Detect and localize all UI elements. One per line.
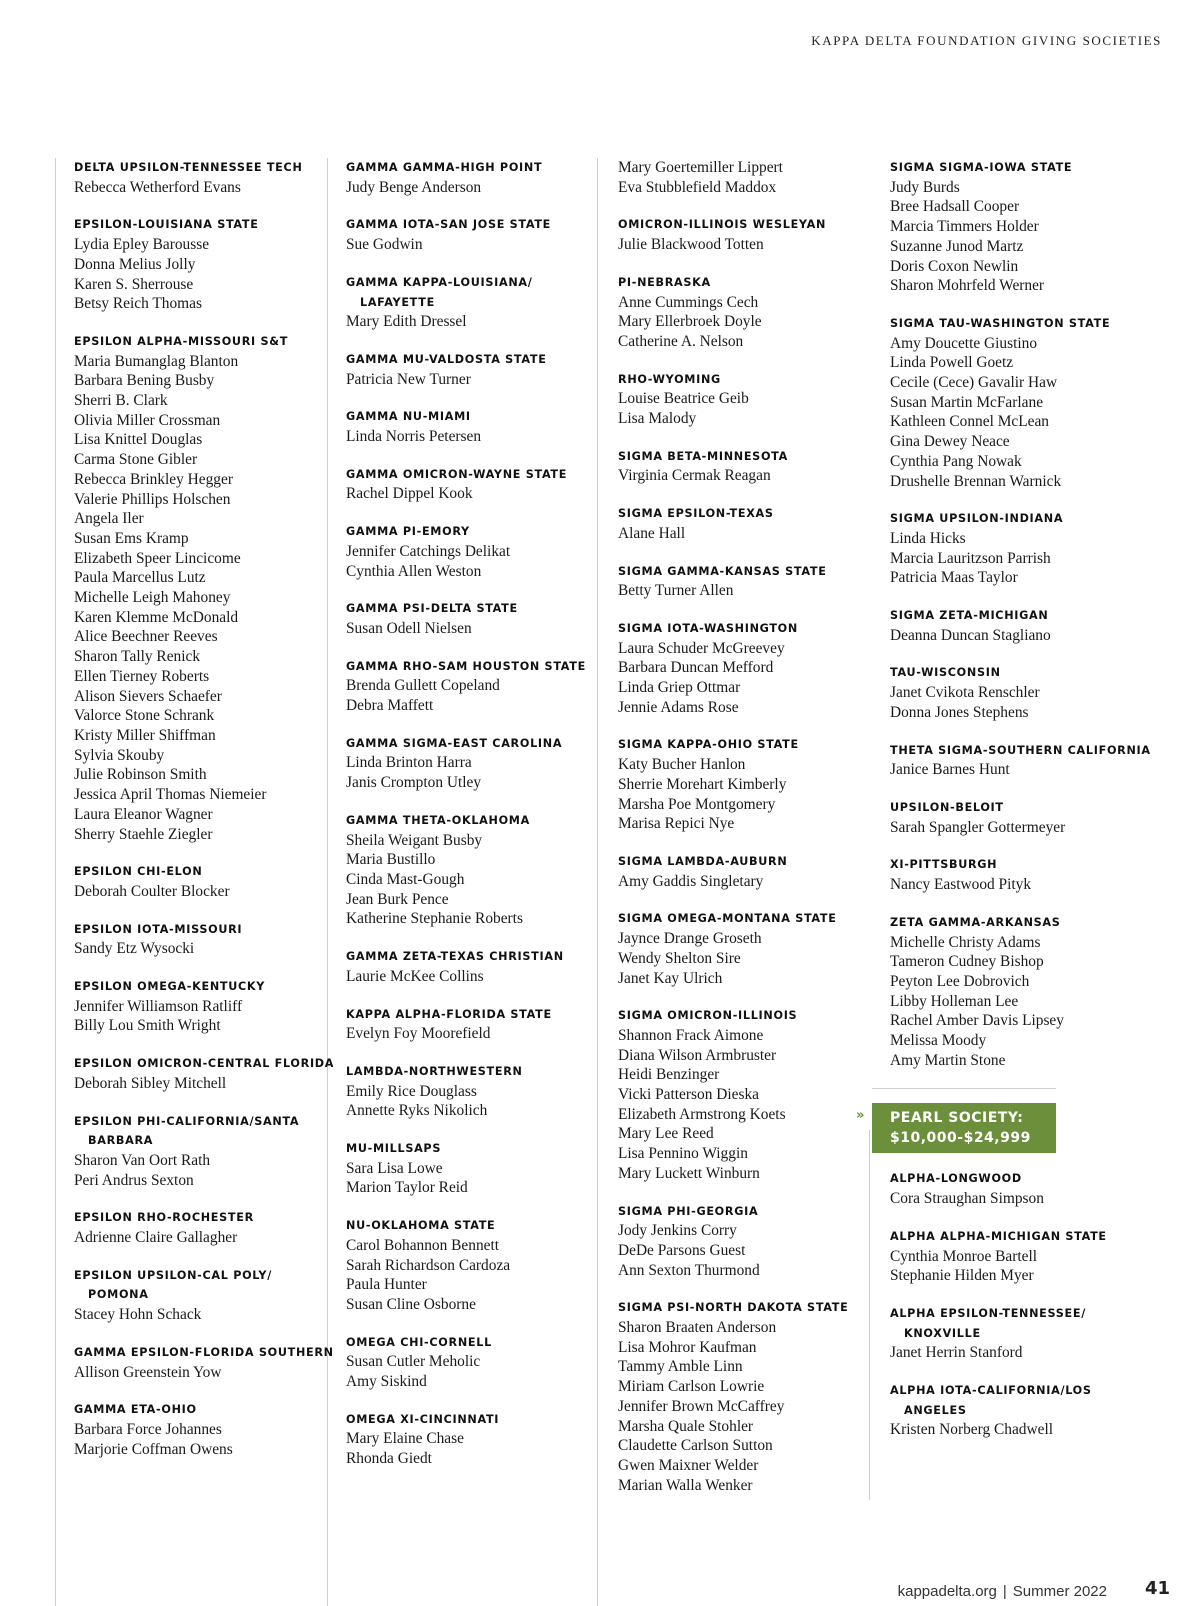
chapter-block: [74, 158, 336, 197]
chapter-block: [346, 734, 608, 793]
chapter-block: [346, 1005, 608, 1044]
chapter-title: PI-NEBRASKA: [618, 275, 711, 289]
member-name: DeDe Parsons Guest: [618, 1241, 746, 1259]
member-name: Amy Siskind: [346, 1373, 427, 1391]
chapter-title: SIGMA BETA-MINNESOTA: [618, 449, 788, 463]
member-name: Jaynce Drange Groseth: [618, 930, 762, 948]
member-name: Marion Taylor Reid: [346, 1179, 468, 1197]
member-name: Marcia Timmers Holder: [890, 218, 1039, 236]
chapter-block: [618, 504, 880, 543]
chapter-block: [346, 599, 608, 638]
member-name: Jean Burk Pence: [346, 890, 449, 908]
chapter-title: MU-MILLSAPS: [346, 1142, 442, 1156]
member-name: Judy Burds: [890, 178, 960, 196]
chapter-title: SIGMA ZETA-MICHIGAN: [890, 609, 1049, 623]
member-name: Janet Kay Ulrich: [618, 969, 723, 987]
member-name: Paula Marcellus Lutz: [74, 569, 206, 587]
member-name: Kristen Norberg Chadwell: [890, 1421, 1053, 1439]
column-3: [618, 158, 880, 1513]
member-name: Lisa Malody: [618, 410, 697, 428]
member-name: Marisa Repici Nye: [618, 815, 735, 833]
member-name: Tammy Amble Linn: [618, 1358, 743, 1376]
chapter-title: EPSILON IOTA-MISSOURI: [74, 922, 243, 936]
member-name: Valorce Stone Schrank: [74, 707, 215, 725]
member-name: Lisa Pennino Wiggin: [618, 1145, 748, 1163]
chapter-title: SIGMA OMEGA-MONTANA STATE: [618, 912, 837, 926]
member-name: Mary Elaine Chase: [346, 1430, 464, 1448]
chapter-title: EPSILON PHI-CALIFORNIA/SANTA BARBARA: [74, 1114, 300, 1148]
chapter-block: [890, 1227, 1152, 1286]
chapter-block: [346, 657, 608, 716]
member-name: Julie Blackwood Totten: [618, 236, 764, 254]
chapter-block: [346, 1062, 608, 1121]
column-4-chapters: [890, 158, 1152, 1070]
chapter-block: [74, 1208, 336, 1247]
chapter-title: GAMMA ZETA-TEXAS CHRISTIAN: [346, 950, 564, 964]
member-name: Olivia Miller Crossman: [74, 411, 221, 429]
column-1: [74, 158, 336, 1477]
member-name: Cora Straughan Simpson: [890, 1190, 1044, 1208]
chapter-title: UPSILON-BELOIT: [890, 800, 1004, 814]
member-name: Karen S. Sherrouse: [74, 275, 194, 293]
chapter-block: [346, 465, 608, 504]
chapter-block: [74, 1343, 336, 1382]
running-head: KAPPA DELTA FOUNDATION GIVING SOCIETIES: [811, 33, 1162, 48]
member-name: Rachel Dippel Kook: [346, 485, 473, 503]
chapter-block: [74, 1054, 336, 1093]
member-name: Lisa Knittel Douglas: [74, 431, 203, 449]
chapter-title: SIGMA UPSILON-INDIANA: [890, 512, 1064, 526]
chapter-block: [890, 741, 1152, 780]
member-name: Maria Bumanglag Blanton: [74, 352, 239, 370]
chapter-title: GAMMA RHO-SAM HOUSTON STATE: [346, 659, 586, 673]
member-name: Adrienne Claire Gallagher: [74, 1229, 238, 1247]
member-name: Maria Bustillo: [346, 851, 436, 869]
member-name: Janet Herrin Stanford: [890, 1344, 1023, 1362]
chapter-title: SIGMA EPSILON-TEXAS: [618, 507, 774, 521]
chapter-title: EPSILON-LOUISIANA STATE: [74, 218, 259, 232]
chapter-block: [618, 562, 880, 601]
chapter-title: ALPHA ALPHA-MICHIGAN STATE: [890, 1229, 1107, 1243]
member-name: Marsha Poe Montgomery: [618, 795, 776, 813]
member-name: Michelle Christy Adams: [890, 933, 1041, 951]
member-name: Kathleen Connel McLean: [890, 413, 1049, 431]
member-name: Paula Hunter: [346, 1276, 427, 1294]
member-name: Emily Rice Douglass: [346, 1082, 477, 1100]
member-name: Judy Benge Anderson: [346, 178, 482, 196]
member-name: Linda Powell Goetz: [890, 354, 1014, 372]
chapter-block: [890, 1304, 1152, 1363]
member-name: Jody Jenkins Corry: [618, 1222, 737, 1240]
column-2: [346, 158, 608, 1487]
member-name: Carol Bohannon Bennett: [346, 1236, 500, 1254]
member-name: Lydia Epley Barousse: [74, 236, 210, 254]
member-name: Sharon Tally Renick: [74, 648, 201, 666]
member-name: Mary Luckett Winburn: [618, 1164, 760, 1182]
member-name: Mary Edith Dressel: [346, 313, 467, 331]
member-name: Virginia Cermak Reagan: [618, 467, 771, 485]
member-name: Marjorie Coffman Owens: [74, 1440, 233, 1458]
member-name: Mary Lee Reed: [618, 1125, 714, 1143]
member-name: Jessica April Thomas Niemeier: [74, 786, 267, 804]
chapter-block: [74, 332, 336, 844]
member-name: Brenda Gullett Copeland: [346, 677, 500, 695]
chapter-title: LAMBDA-NORTHWESTERN: [346, 1064, 523, 1078]
member-name: Susan Cutler Meholic: [346, 1353, 481, 1371]
chapter-title: EPSILON OMEGA-KENTUCKY: [74, 980, 266, 994]
member-name: Cynthia Allen Weston: [346, 562, 482, 580]
chapter-title: GAMMA GAMMA-HIGH POINT: [346, 161, 543, 174]
member-name: Sarah Spangler Gottermeyer: [890, 818, 1066, 836]
member-name: Patricia New Turner: [346, 370, 471, 388]
member-name: Linda Hicks: [890, 529, 966, 547]
member-name: Alison Sievers Schaefer: [74, 687, 222, 705]
member-name: Susan Cline Osborne: [346, 1295, 476, 1313]
chapter-title: ALPHA-LONGWOOD: [890, 1172, 1022, 1186]
member-name: Ellen Tierney Roberts: [74, 667, 210, 685]
member-name: Cinda Mast-Gough: [346, 870, 465, 888]
member-name: Deborah Coulter Blocker: [74, 882, 230, 900]
chapter-block: [890, 663, 1152, 722]
member-name: Patricia Maas Taylor: [890, 569, 1018, 587]
chapter-block: [346, 158, 608, 197]
chapter-title: SIGMA GAMMA-KANSAS STATE: [618, 564, 827, 578]
chapter-block: [890, 509, 1152, 588]
member-name: Susan Odell Nielsen: [346, 619, 472, 637]
member-name: Sharon Braaten Anderson: [618, 1319, 777, 1337]
society-name: PEARL SOCIETY:: [890, 1110, 1024, 1127]
chapter-block: [346, 947, 608, 986]
chapter-title: EPSILON RHO-ROCHESTER: [74, 1211, 254, 1225]
footer-separator: |: [1002, 1583, 1007, 1600]
double-chevron-icon: »: [856, 1108, 865, 1124]
chapter-title: OMICRON-ILLINOIS WESLEYAN: [618, 218, 827, 232]
chapter-block: [890, 798, 1152, 837]
member-name: Sherry Staehle Ziegler: [74, 825, 213, 843]
member-name: Drushelle Brennan Warnick: [890, 472, 1062, 490]
member-name: Deanna Duncan Stagliano: [890, 626, 1051, 644]
member-name: Sharon Van Oort Rath: [74, 1151, 211, 1169]
member-name: Rebecca Wetherford Evans: [74, 178, 241, 196]
member-name: Heidi Benzinger: [618, 1066, 720, 1084]
chapter-block: [890, 1381, 1152, 1440]
member-name: Nancy Eastwood Pityk: [890, 876, 1032, 894]
chapter-block: [346, 1216, 608, 1315]
chapter-block: [74, 215, 336, 314]
chapter-block: [618, 1006, 880, 1183]
member-name: Rhonda Giedt: [346, 1450, 432, 1468]
page-number: 41: [1144, 1578, 1170, 1599]
member-name: Stephanie Hilden Myer: [890, 1267, 1034, 1285]
chapter-block: [618, 1202, 880, 1281]
member-name: Julie Robinson Smith: [74, 766, 207, 784]
member-name: Jennifer Brown McCaffrey: [618, 1397, 785, 1415]
member-name: Mary Goertemiller Lippert: [618, 159, 783, 176]
chapter-title: NU-OKLAHOMA STATE: [346, 1219, 496, 1233]
chapter-block: [346, 350, 608, 389]
member-name: Laurie McKee Collins: [346, 967, 484, 985]
column-4: [856, 158, 1152, 1458]
chapter-block: [346, 811, 608, 929]
member-name: Annette Ryks Nikolich: [346, 1102, 488, 1120]
chapter-title: ZETA GAMMA-ARKANSAS: [890, 915, 1061, 929]
chapter-block: [618, 619, 880, 718]
member-name: Sarah Richardson Cardoza: [346, 1256, 511, 1274]
chapter-block: [618, 215, 880, 254]
chapter-title: GAMMA EPSILON-FLORIDA SOUTHERN: [74, 1345, 334, 1359]
chapter-title: GAMMA PI-EMORY: [346, 525, 470, 539]
member-name: Doris Coxon Newlin: [890, 257, 1019, 275]
chapter-title: SIGMA IOTA-WASHINGTON: [618, 621, 798, 635]
member-name: Alane Hall: [618, 524, 686, 542]
member-name: Carma Stone Gibler: [74, 451, 198, 469]
member-name: Linda Brinton Harra: [346, 754, 472, 772]
member-name: Barbara Force Johannes: [74, 1420, 222, 1438]
member-name: Wendy Shelton Sire: [618, 949, 741, 967]
member-name: Marcia Lauritzson Parrish: [890, 549, 1051, 567]
member-name: Karen Klemme McDonald: [74, 608, 239, 626]
chapter-block: [346, 215, 608, 254]
chapter-block: [618, 735, 880, 834]
member-name: Gwen Maixner Welder: [618, 1456, 759, 1474]
chapter-title: SIGMA SIGMA-IOWA STATE: [890, 161, 1073, 174]
chapter-title: SIGMA KAPPA-OHIO STATE: [618, 738, 799, 752]
chapter-title: GAMMA NU-MIAMI: [346, 410, 471, 424]
chapter-block: [346, 1333, 608, 1392]
column-rule: [55, 158, 56, 1606]
chapter-title: KAPPA ALPHA-FLORIDA STATE: [346, 1007, 552, 1021]
member-name: Debra Maffett: [346, 697, 434, 715]
chapter-block: [618, 447, 880, 486]
member-name: Valerie Phillips Holschen: [74, 490, 231, 508]
member-name: Susan Ems Kramp: [74, 529, 189, 547]
member-name: Shannon Frack Aimone: [618, 1026, 764, 1044]
chapter-title: GAMMA THETA-OKLAHOMA: [346, 813, 530, 827]
chapter-block: [618, 852, 880, 891]
chapter-title: GAMMA MU-VALDOSTA STATE: [346, 352, 547, 366]
chapter-block: [618, 909, 880, 988]
member-name: Deborah Sibley Mitchell: [74, 1074, 227, 1092]
member-name: Billy Lou Smith Wright: [74, 1017, 221, 1035]
member-name: Evelyn Foy Moorefield: [346, 1025, 491, 1043]
society-divider: [872, 1088, 1056, 1089]
member-name: Sherrie Morehart Kimberly: [618, 775, 787, 793]
member-name: Sylvia Skouby: [74, 746, 165, 764]
member-name: Sara Lisa Lowe: [346, 1159, 443, 1177]
member-name: Peyton Lee Dobrovich: [890, 972, 1030, 990]
member-name: Lisa Mohror Kaufman: [618, 1338, 757, 1356]
chapter-title: EPSILON OMICRON-CENTRAL FLORIDA: [74, 1057, 335, 1071]
member-name: Laura Eleanor Wagner: [74, 805, 213, 823]
member-name: Anne Cummings Cech: [618, 293, 759, 311]
member-name: Donna Melius Jolly: [74, 255, 196, 273]
chapter-block: [346, 1139, 608, 1198]
member-name: Janis Crompton Utley: [346, 774, 482, 792]
member-name: Sandy Etz Wysocki: [74, 940, 195, 958]
member-name: Catherine A. Nelson: [618, 332, 744, 350]
chapter-block: [346, 1410, 608, 1469]
member-name: Linda Griep Ottmar: [618, 679, 741, 697]
member-name: Eva Stubblefield Maddox: [618, 178, 777, 196]
member-name: Sheila Weigant Busby: [346, 831, 483, 849]
chapter-block: [890, 606, 1152, 645]
footer: [898, 1583, 1107, 1600]
chapter-title: ALPHA IOTA-CALIFORNIA/LOS ANGELES: [890, 1384, 1092, 1417]
member-name: Libby Holleman Lee: [890, 992, 1019, 1010]
member-name: Diana Wilson Armbruster: [618, 1046, 777, 1064]
chapter-block: [890, 158, 1152, 296]
member-name: Amy Martin Stone: [890, 1051, 1006, 1069]
member-name: Laura Schuder McGreevey: [618, 639, 785, 657]
chapter-title: XI-PITTSBURGH: [890, 858, 998, 872]
chapter-title: ALPHA EPSILON-TENNESSEE/ KNOXVILLE: [890, 1306, 1086, 1340]
member-name: Barbara Duncan Mefford: [618, 659, 774, 677]
member-name: Marian Walla Wenker: [618, 1476, 753, 1494]
member-name: Sherri B. Clark: [74, 392, 168, 410]
chapter-title: GAMMA IOTA-SAN JOSE STATE: [346, 218, 552, 232]
chapter-block: [74, 1400, 336, 1459]
member-name: Mary Ellerbroek Doyle: [618, 313, 762, 331]
member-name: Janice Barnes Hunt: [890, 761, 1010, 779]
member-name: Stacey Hohn Schack: [74, 1306, 202, 1324]
chapter-title: THETA SIGMA-SOUTHERN CALIFORNIA: [890, 743, 1151, 757]
chapter-block: [890, 855, 1152, 894]
society-range: $10,000-$24,999: [890, 1130, 1031, 1147]
member-name: Janet Cvikota Renschler: [890, 684, 1040, 702]
chapter-block: [346, 522, 608, 581]
member-name: Donna Jones Stephens: [890, 703, 1029, 721]
chapter-title: GAMMA PSI-DELTA STATE: [346, 602, 518, 616]
member-name: Alice Beechner Reeves: [74, 628, 218, 646]
member-name: Michelle Leigh Mahoney: [74, 589, 231, 607]
member-name: Peri Andrus Sexton: [74, 1171, 194, 1189]
chapter-title: GAMMA SIGMA-EAST CAROLINA: [346, 736, 563, 750]
pearl-society-chapters: [890, 1169, 1152, 1440]
chapter-title: TAU-WISCONSIN: [890, 666, 1001, 680]
footer-site: kappadelta.org: [897, 1583, 997, 1600]
member-name: Vicki Patterson Dieska: [618, 1086, 759, 1104]
member-name: Sharon Mohrfeld Werner: [890, 277, 1045, 295]
member-name: Sue Godwin: [346, 236, 423, 254]
member-name: Bree Hadsall Cooper: [890, 198, 1020, 216]
member-name: Angela Iler: [74, 510, 144, 528]
member-name: Barbara Bening Busby: [74, 372, 215, 390]
chapter-block: [618, 370, 880, 429]
member-name: Allison Greenstein Yow: [74, 1363, 222, 1381]
chapter-block: [890, 913, 1152, 1071]
chapter-title: DELTA UPSILON-TENNESSEE TECH: [74, 161, 303, 174]
member-name: Gina Dewey Neace: [890, 433, 1010, 451]
member-name: Jennifer Williamson Ratliff: [74, 997, 243, 1015]
member-name: Marsha Quale Stohler: [618, 1417, 754, 1435]
chapter-block: [346, 273, 608, 332]
chapter-block: [618, 158, 880, 197]
footer-issue: Summer 2022: [1012, 1583, 1107, 1600]
member-name: Jennie Adams Rose: [618, 698, 739, 716]
member-name: Suzanne Junod Martz: [890, 237, 1024, 255]
chapter-title: EPSILON ALPHA-MISSOURI S&T: [74, 334, 289, 348]
chapter-block: [890, 314, 1152, 491]
member-name: Katy Bucher Hanlon: [618, 756, 746, 774]
member-name: Tameron Cudney Bishop: [890, 953, 1044, 971]
chapter-title: SIGMA PHI-GEORGIA: [618, 1204, 759, 1218]
chapter-title: OMEGA CHI-CORNELL: [346, 1335, 492, 1349]
chapter-block: [346, 407, 608, 446]
chapter-block: [618, 273, 880, 352]
member-name: Claudette Carlson Sutton: [618, 1437, 773, 1455]
member-name: Ann Sexton Thurmond: [618, 1261, 760, 1279]
chapter-title: SIGMA PSI-NORTH DAKOTA STATE: [618, 1301, 849, 1315]
chapter-title: GAMMA KAPPA-LOUISIANA/ LAFAYETTE: [346, 275, 533, 309]
chapter-title: SIGMA LAMBDA-AUBURN: [618, 854, 788, 868]
member-name: Susan Martin McFarlane: [890, 393, 1044, 411]
member-name: Rachel Amber Davis Lipsey: [890, 1012, 1064, 1030]
chapter-title: GAMMA OMICRON-WAYNE STATE: [346, 467, 568, 481]
member-name: Betty Turner Allen: [618, 582, 734, 600]
chapter-block: [74, 862, 336, 901]
chapter-title: GAMMA ETA-OHIO: [74, 1403, 197, 1417]
member-name: Cynthia Pang Nowak: [890, 452, 1022, 470]
chapter-title: SIGMA OMICRON-ILLINOIS: [618, 1009, 798, 1023]
chapter-block: [618, 1298, 880, 1495]
member-name: Linda Norris Petersen: [346, 428, 482, 446]
pearl-society-band: [856, 1103, 1056, 1153]
chapter-title: EPSILON CHI-ELON: [74, 865, 203, 879]
chapter-block: [74, 1266, 336, 1325]
member-name: Kristy Miller Shiffman: [74, 726, 216, 744]
chapter-block: [890, 1169, 1152, 1208]
member-name: Amy Gaddis Singletary: [618, 872, 764, 890]
member-name: Amy Doucette Giustino: [890, 334, 1038, 352]
chapter-block: [74, 920, 336, 959]
member-name: Miriam Carlson Lowrie: [618, 1378, 765, 1396]
member-name: Katherine Stephanie Roberts: [346, 910, 523, 928]
chapter-title: RHO-WYOMING: [618, 372, 721, 386]
chapter-title: EPSILON UPSILON-CAL POLY/ POMONA: [74, 1268, 272, 1302]
member-name: Cecile (Cece) Gavalir Haw: [890, 374, 1058, 392]
member-name: Rebecca Brinkley Hegger: [74, 470, 233, 488]
chapter-title: OMEGA XI-CINCINNATI: [346, 1412, 500, 1426]
member-name: Elizabeth Armstrong Koets: [618, 1105, 786, 1123]
member-name: Louise Beatrice Geib: [618, 390, 749, 408]
member-name: Elizabeth Speer Lincicome: [74, 549, 241, 567]
member-name: Betsy Reich Thomas: [74, 295, 202, 313]
member-name: Cynthia Monroe Bartell: [890, 1247, 1038, 1265]
member-name: Melissa Moody: [890, 1032, 987, 1050]
chapter-block: [74, 977, 336, 1036]
chapter-title: SIGMA TAU-WASHINGTON STATE: [890, 316, 1111, 330]
member-name: Jennifer Catchings Delikat: [346, 542, 511, 560]
chapter-block: [74, 1112, 336, 1191]
